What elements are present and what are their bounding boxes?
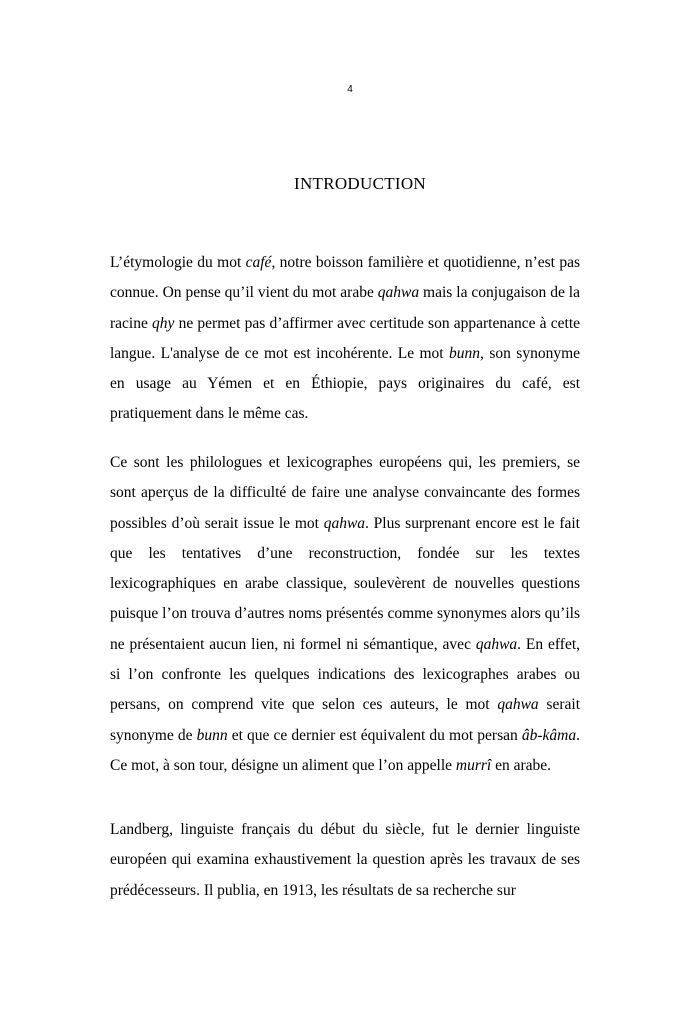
italic-term: qhy [152, 314, 175, 332]
chapter-heading: INTRODUCTION [293, 174, 427, 193]
text-run: ne permet pas d’affirmer avec certitude son appartenance à cette langue. L'analyse de ce mot est incohérente. Le mot [110, 314, 580, 362]
italic-term: bunn [449, 344, 481, 362]
text-run: serait synonyme de [110, 696, 580, 744]
paragraph-2 [110, 448, 580, 781]
italic-term: café [245, 254, 272, 271]
text-run: et que ce dernier est équivalent du mot persan [227, 726, 522, 744]
paragraph-3 [110, 815, 580, 906]
text-run: . Ce mot, à son tour, désigne un aliment que l’on appelle [110, 726, 580, 774]
italic-term: qahwa [377, 284, 420, 302]
italic-term: âb-kâma [521, 726, 577, 744]
paragraph-1 [110, 248, 580, 430]
text-run: . En effet, si l’on confronte les quelques indications des lexicographes arabes ou persans, on comprend vite que selon ces auteurs, le mot [110, 635, 581, 714]
text-run: Landberg, linguiste français du début du siècle, fut le dernier linguiste européen qui examina exhaustivement la question après les travaux de ses prédécesseurs. Il publia, en 1913, les résultats de sa recherche sur [110, 821, 580, 899]
text-run: L’étymologie du mot [110, 254, 246, 271]
italic-term: bunn [196, 726, 228, 744]
text-run: en arabe. [491, 756, 552, 774]
text-run: mais la conjugaison de la racine [110, 284, 580, 332]
page-number: 4 [347, 84, 353, 95]
italic-term: murrî [455, 756, 492, 774]
text-run: Ce sont les philologues et lexicographes européens qui, les premiers, se sont aperçus de la difficulté de faire une analyse convaincante des formes possibles d’où serait issue le mot [110, 454, 580, 532]
text-run: . Plus surprenant encore est le fait que les tentatives d’une reconstruction, fondée sur les textes lexicographiques en arabe classique, soulevèrent de nouvelles questions puisque l’on trouva d’autres noms présentés comme synonymes alors qu’ils ne présentaient aucun lien, ni formel ni sémantique, avec [110, 514, 580, 653]
text-run: , son synonyme en usage au Yémen et en Éthiopie, pays originaires du café, est pratiquement dans le même cas. [110, 344, 581, 423]
italic-term: qahwa [323, 514, 366, 532]
italic-term: qahwa [475, 635, 518, 653]
text-run: , notre boisson familière et quotidienne, n’est pas connue. On pense qu’il vient du mot arabe [110, 254, 580, 302]
italic-term: qahwa [497, 696, 539, 714]
